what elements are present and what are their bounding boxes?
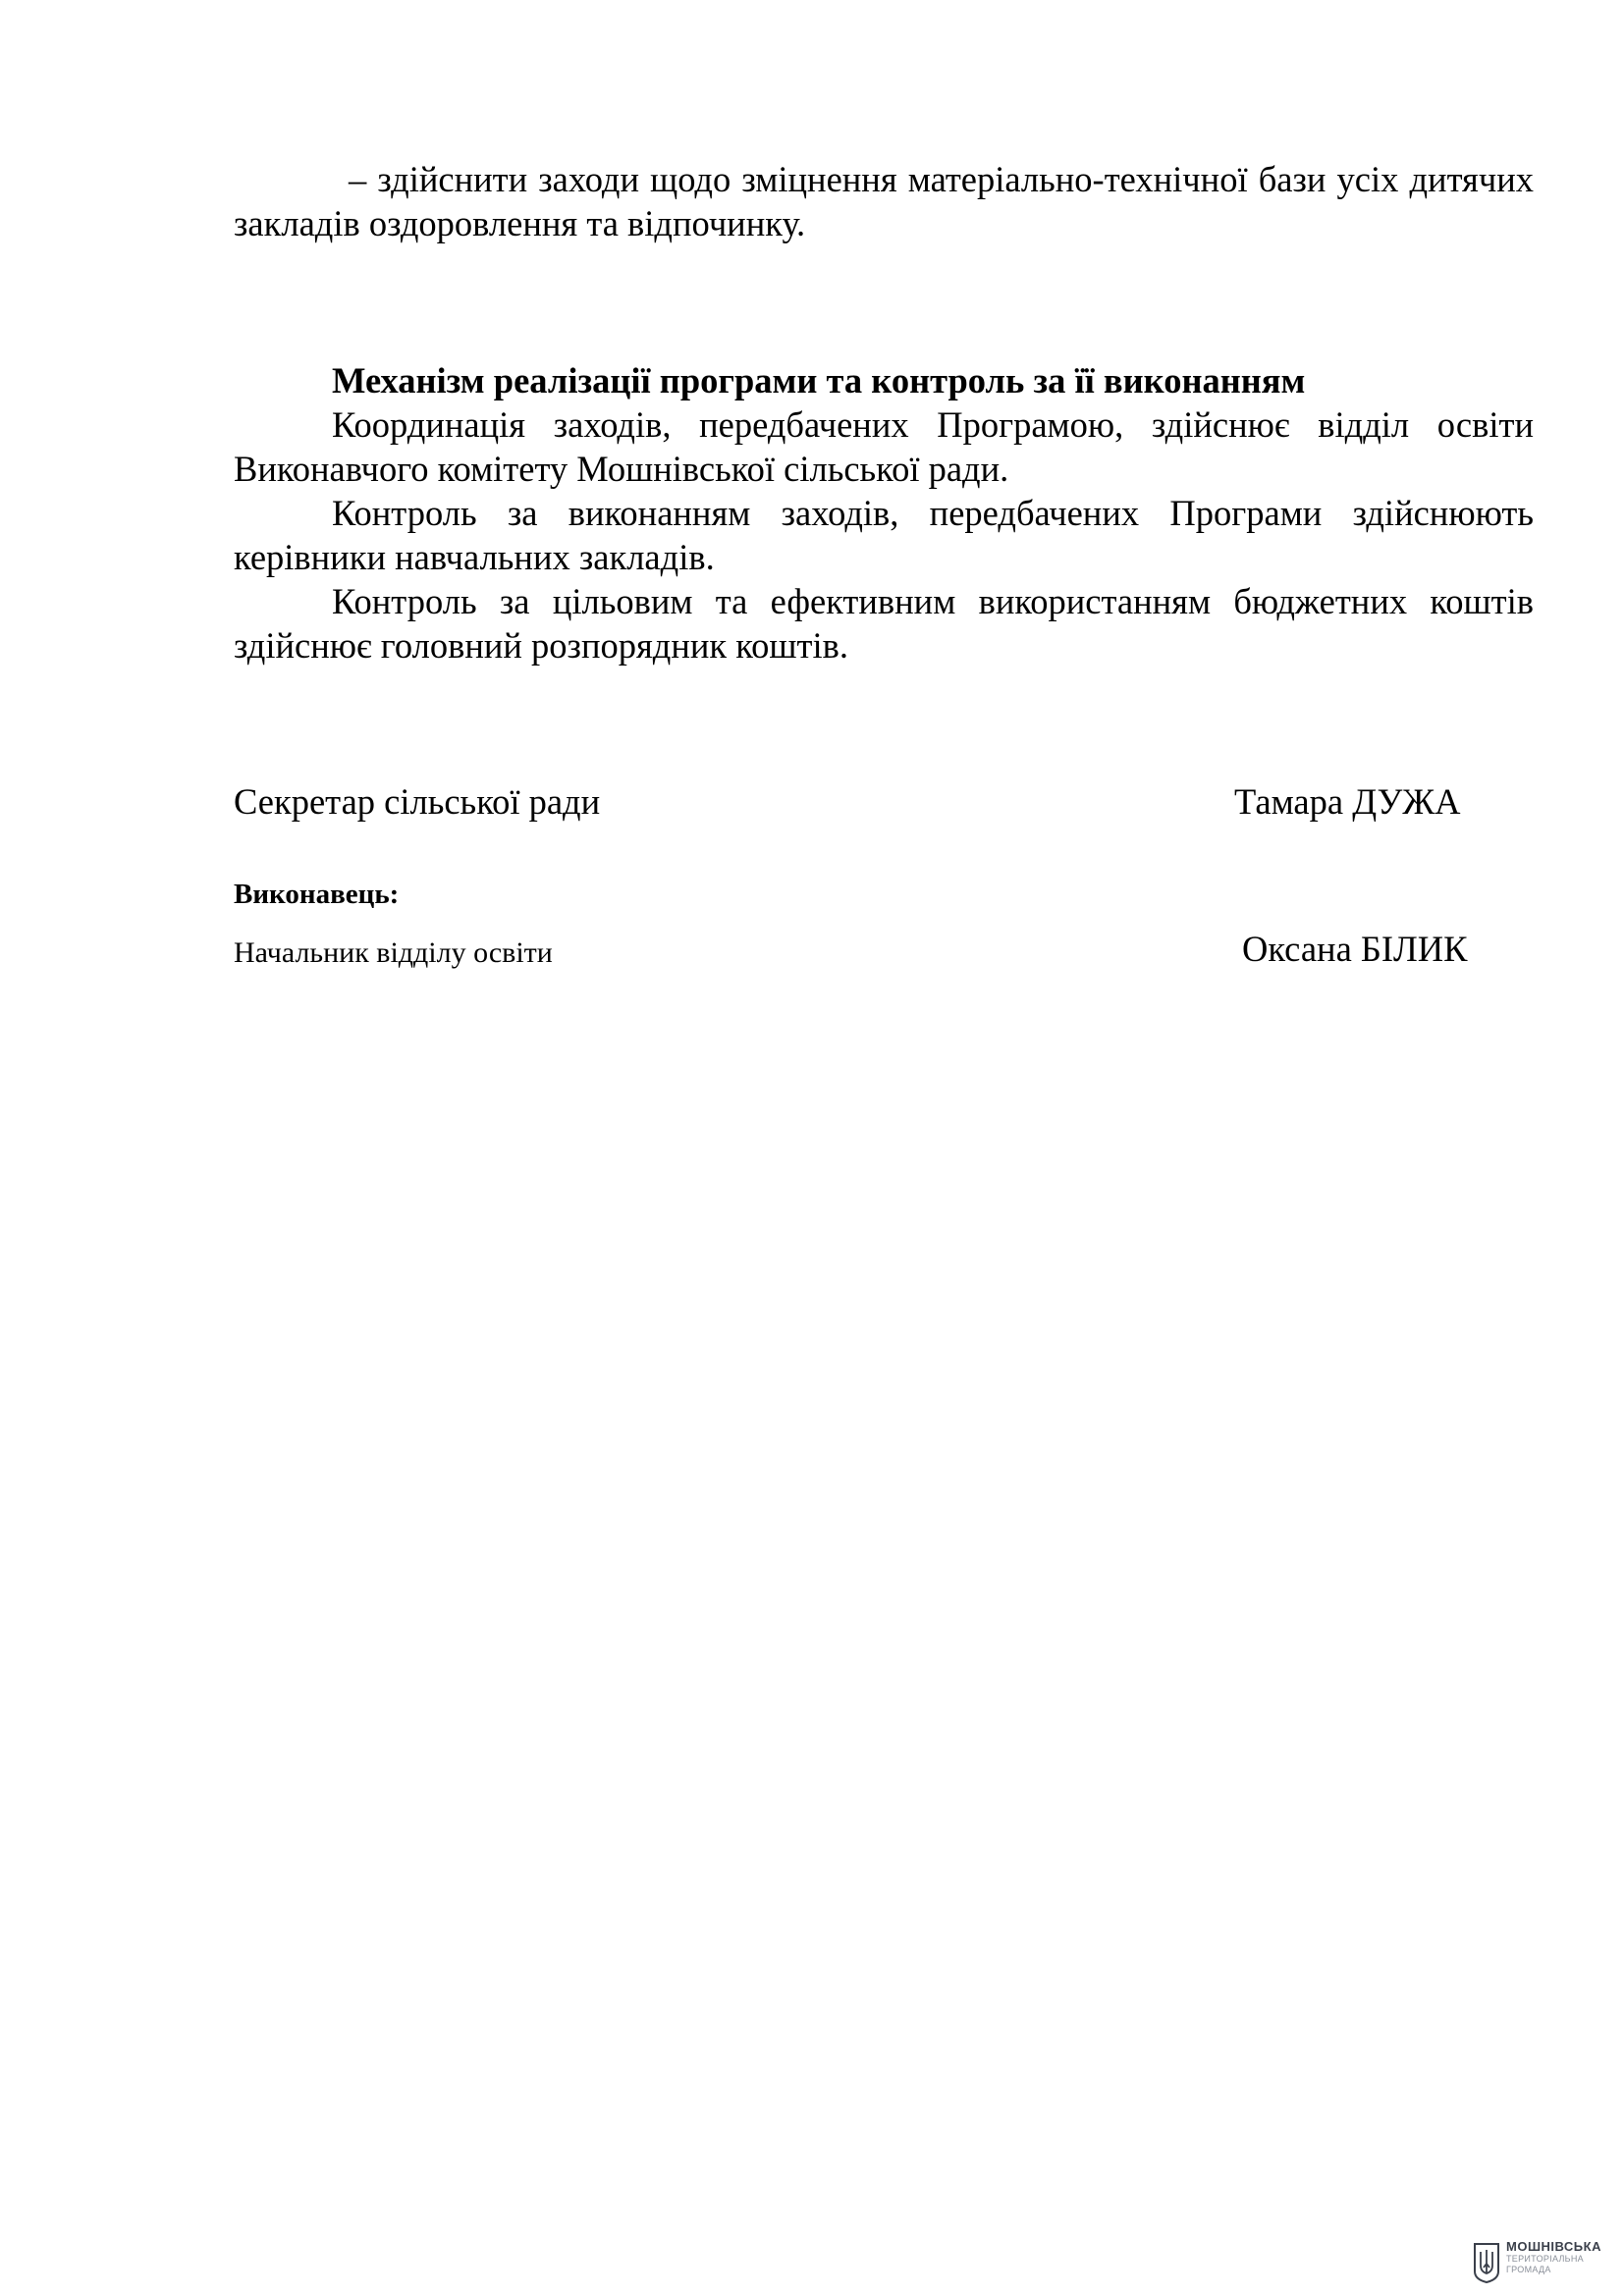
executor-name: Оксана БІЛИК — [1242, 929, 1468, 969]
community-logo — [1473, 2240, 1620, 2287]
trident-icon — [1473, 2242, 1500, 2283]
secretary-signature-row — [234, 779, 1534, 824]
executor-title: Начальник відділу освіти — [234, 936, 553, 969]
section-block — [234, 358, 1534, 667]
logo-text — [1506, 2240, 1601, 2274]
paragraph-control-execution: Контроль за виконанням заходів, передбачених Програми здійснюють керівники навчальних закладів. — [234, 493, 1534, 577]
paragraph-coordination: Координація заходів, передбачених Програмою, здійснює відділ освіти Виконавчого комітету Мошнівської сільської ради. — [234, 404, 1534, 489]
executor-label: Виконавець: — [234, 879, 400, 910]
intro-paragraph: – здійснити заходи щодо зміцнення матеріально-технічної бази усіх дитячих закладів оздоровлення та відпочинку. — [234, 159, 1534, 243]
intro-block — [234, 157, 1534, 245]
logo-line1: МОШНІВСЬКА — [1506, 2239, 1601, 2254]
secretary-name: Тамара ДУЖА — [1234, 781, 1461, 822]
logo-line2: ТЕРИТОРІАЛЬНА — [1506, 2254, 1584, 2264]
executor-signature-row — [234, 930, 1534, 969]
logo-line3: ГРОМАДА — [1506, 2265, 1551, 2274]
secretary-title: Секретар сільської ради — [234, 781, 601, 822]
paragraph-control-budget: Контроль за цільовим та ефективним використанням бюджетних коштів здійснює головний розпорядник коштів. — [234, 581, 1534, 666]
section-heading: Механізм реалізації програми та контроль за її виконанням — [332, 360, 1306, 400]
